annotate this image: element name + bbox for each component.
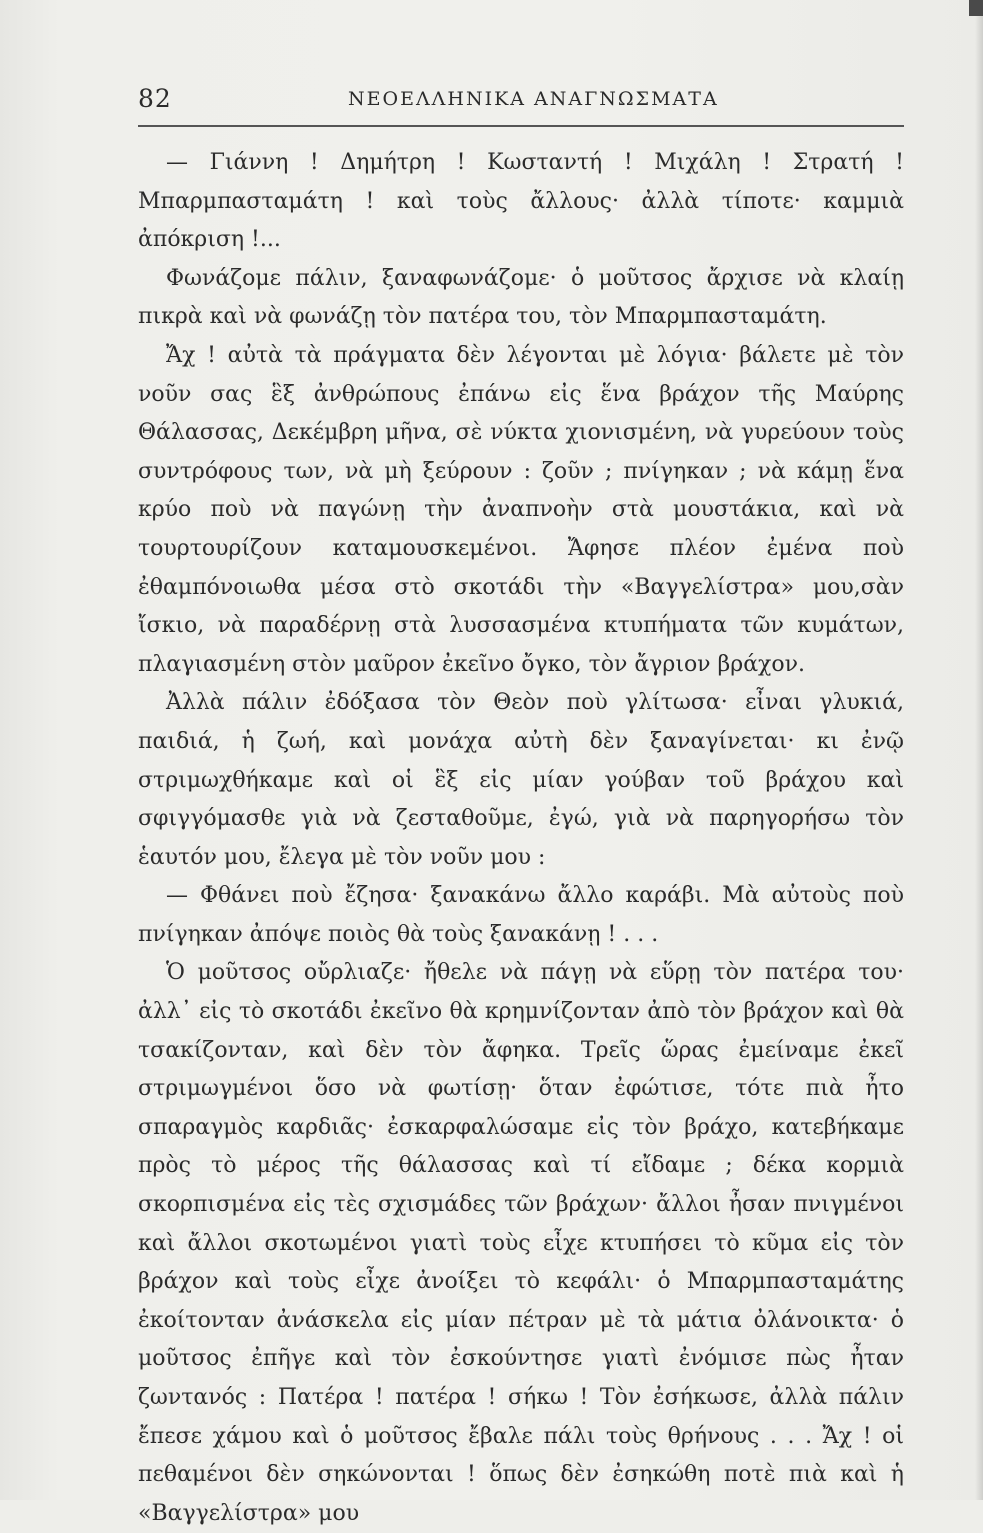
body-text bbox=[138, 144, 904, 1533]
paragraph-1: — Γιάννη ! Δημήτρη ! Κωσταντή ! Μιχάλη ! Στρατή ! Μπαρμπασταμάτη ! καὶ τοὺς ἄλλους· ἀλλὰ τίποτε· καμμιὰ ἀπόκριση !... bbox=[138, 150, 904, 253]
page-header bbox=[138, 84, 904, 118]
page-number: 82 bbox=[138, 84, 172, 113]
running-title: ΝΕΟΕΛΛΗΝΙΚΑ ΑΝΑΓΝΩΣΜΑΤΑ bbox=[348, 88, 719, 110]
scan-corner-mark bbox=[969, 0, 983, 16]
paragraph-6: Ὁ μοῦτσος οὔρλιαζε· ἤθελε νὰ πάγῃ νὰ εὕρῃ τὸν πατέρα του· ἀλλ᾿ εἰς τὸ σκοτάδι ἐκεῖνο θὰ κρημνίζονταν ἀπὸ τὸν βράχον καὶ θὰ τσακίζονταν, καὶ δὲν τὸν ἄφηκα. Τρεῖς ὥρας ἐμείναμε ἐκεῖ στριμωγμένοι ὅσο νὰ φωτίσῃ· ὅταν ἐφώτισε, τότε πιὰ ἦτο σπαραγμὸς καρδιᾶς· ἐσκαρφαλώσαμε εἰς τὸν βράχο, κατεβήκαμε πρὸς τὸ μέρος τῆς θάλασσας καὶ τί εἴδαμε ; δέκα κορμιὰ σκορπισμένα εἰς τὲς σχισμάδες τῶν βράχων· ἄλλοι ἦσαν πνιγμένοι καὶ ἄλλοι σκοτωμένοι γιατὶ τοὺς εἶχε κτυπήσει τὸ κῦμα εἰς τὸν βράχον καὶ τοὺς εἶχε ἀνοίξει τὸ κεφάλι· ὁ Μπαρμπασταμάτης ἐκοίτονταν ἀνάσκελα εἰς μίαν πέτραν μὲ τὰ μάτια ὀλάνοικτα· ὁ μοῦτσος ἐπῆγε καὶ τὸν ἐσκούντησε γιατὶ ἐνόμισε πὼς ἦταν ζωντανός : Πατέρα ! πατέρα ! σήκω ! Τὸν ἐσήκωσε, ἀλλὰ πάλιν ἔπεσε χάμου καὶ ὁ μοῦτσος ἔβαλε πάλι τοὺς θρήνους . . . Ἄχ ! οἱ πεθαμένοι δὲν σηκώνονται ! ὅπως δὲν ἐσηκώθη ποτὲ πιὰ καὶ ἡ «Βαγγελίστρα» μου bbox=[138, 960, 904, 1526]
header-rule bbox=[138, 125, 904, 127]
paragraph-5: — Φθάνει ποὺ ἔζησα· ξανακάνω ἄλλο καράβι. Μὰ αὐτοὺς ποὺ πνίγηκαν ἀπόψε ποιὸς θὰ τοὺς ξανακάνῃ ! . . . bbox=[138, 883, 904, 947]
paragraph-3: Ἄχ ! αὐτὰ τὰ πράγματα δὲν λέγονται μὲ λόγια· βάλετε μὲ τὸν νοῦν σας ἓξ ἀνθρώπους ἐπάνω εἰς ἕνα βράχον τῆς Μαύρης Θάλασσας, Δεκέμβρη μῆνα, σὲ νύκτα χιονισμένη, νὰ γυρεύουν τοὺς συντρόφους των, νὰ μὴ ξεύρουν : ζοῦν ; πνίγηκαν ; νὰ κάμῃ ἕνα κρύο ποὺ νὰ παγώνῃ τὴν ἀναπνοὴν στὰ μουστάκια, καὶ νὰ τουρτουρίζουν καταμουσκεμένοι. Ἄφησε πλέον ἐμένα ποὺ ἐθαμπόνοιωθα μέσα στὸ σκοτάδι τὴν «Βαγγελίστρα» μου,σὰν ἴσκιο, νὰ παραδέρνῃ στὰ λυσσασμένα κτυπήματα τῶν κυμάτων, πλαγιασμένη στὸν μαῦρον ἐκεῖνο ὄγκο, τὸν ἄγριον βράχον. bbox=[138, 342, 904, 677]
page-edge-shadow bbox=[975, 0, 983, 1500]
paragraph-4: Ἀλλὰ πάλιν ἐδόξασα τὸν Θεὸν ποὺ γλίτωσα· εἶναι γλυκιά, παιδιά, ἡ ζωή, καὶ μονάχα αὐτὴ δὲν ξαναγίνεται· κι ἐνῷ στριμωχθήκαμε καὶ οἱ ἓξ εἰς μίαν γούβαν τοῦ βράχου καὶ σφιγγόμασθε γιὰ νὰ ζεσταθοῦμε, ἐγώ, γιὰ νὰ παρηγορήσω τὸν ἑαυτόν μου, ἔλεγα μὲ τὸν νοῦν μου : bbox=[138, 690, 904, 870]
paragraph-2: Φωνάζομε πάλιν, ξαναφωνάζομε· ὁ μοῦτσος ἄρχισε νὰ κλαίῃ πικρὰ καὶ νὰ φωνάζῃ τὸν πατέρα του, τὸν Μπαρμπασταμάτη. bbox=[138, 265, 904, 330]
